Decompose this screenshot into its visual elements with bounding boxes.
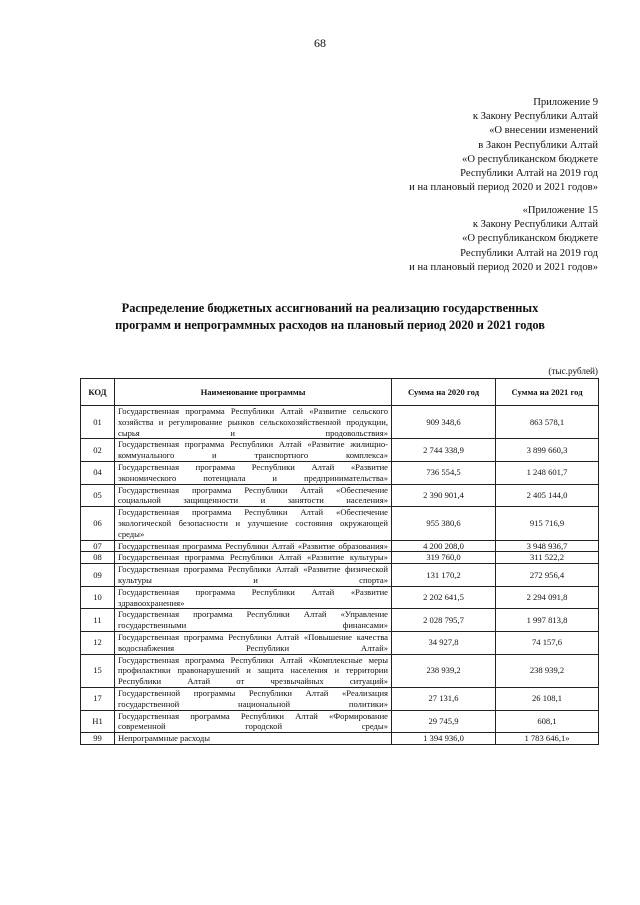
header-sum-2020: Сумма на 2020 год bbox=[392, 379, 496, 406]
row-code: 99 bbox=[81, 733, 115, 745]
row-sum-2021: 26 108,1 bbox=[496, 687, 599, 710]
title-line-1: Распределение бюджетных ассигнований на реализацию государственных bbox=[121, 301, 539, 315]
appendix-line: к Закону Республики Алтай bbox=[472, 111, 598, 123]
row-code: 05 bbox=[81, 484, 115, 507]
appendix-line: Приложение 9 bbox=[533, 97, 598, 108]
row-name: Государственная программа Республики Алтай «Формирование современной городской среды» bbox=[115, 710, 392, 733]
appendix-15-header bbox=[298, 204, 598, 275]
appendix-line: «Приложение 15 bbox=[522, 205, 598, 216]
row-name: Государственная программа Республики Алтай «Развитие жилищно-коммунального и транспортного комплекса» bbox=[115, 439, 392, 462]
row-sum-2020: 909 348,6 bbox=[392, 406, 496, 439]
row-name: Государственная программа Республики Алтай «Развитие экономического потенциала и предпринимательства» bbox=[115, 461, 392, 484]
row-sum-2020: 29 745,9 bbox=[392, 710, 496, 733]
row-sum-2020: 1 394 936,0 bbox=[392, 733, 496, 745]
row-name: Государственная программа Республики Алтай «Развитие физической культуры и спорта» bbox=[115, 564, 392, 587]
row-sum-2020: 2 028 795,7 bbox=[392, 609, 496, 632]
row-code: 07 bbox=[81, 540, 115, 552]
row-sum-2021: 608,1 bbox=[496, 710, 599, 733]
row-code: 12 bbox=[81, 631, 115, 654]
header-name: Наименование программы bbox=[115, 379, 392, 406]
table-row bbox=[81, 687, 599, 710]
appendix-9-header bbox=[298, 96, 598, 195]
budget-table bbox=[80, 378, 599, 745]
header-sum-2021: Сумма на 2021 год bbox=[496, 379, 599, 406]
row-name: Государственная программа Республики Алтай «Развитие сельского хозяйства и регулирование рынков сельскохозяйственной продукции, сырья и продовольствия» bbox=[115, 406, 392, 439]
row-sum-2020: 2 202 641,5 bbox=[392, 586, 496, 609]
row-sum-2021: 74 157,6 bbox=[496, 631, 599, 654]
row-sum-2021: 2 294 091,8 bbox=[496, 586, 599, 609]
row-sum-2020: 2 744 338,9 bbox=[392, 439, 496, 462]
row-sum-2021: 1 997 813,8 bbox=[496, 609, 599, 632]
row-sum-2020: 736 554,5 bbox=[392, 461, 496, 484]
table-row bbox=[81, 406, 599, 439]
table-header-row bbox=[81, 379, 599, 406]
row-name: Государственная программа Республики Алтай «Обеспечение экологической безопасности и улучшение состояния окружающей среды» bbox=[115, 507, 392, 540]
table-row bbox=[81, 609, 599, 632]
row-sum-2020: 34 927,8 bbox=[392, 631, 496, 654]
row-sum-2021: 3 948 936,7 bbox=[496, 540, 599, 552]
row-code: 06 bbox=[81, 507, 115, 540]
table-row bbox=[81, 586, 599, 609]
appendix-line: и на плановый период 2020 и 2021 годов» bbox=[409, 182, 598, 194]
row-code: 09 bbox=[81, 564, 115, 587]
row-sum-2020: 4 200 208,0 bbox=[392, 540, 496, 552]
appendix-line: Республики Алтай на 2019 год bbox=[460, 247, 598, 259]
table-row bbox=[81, 654, 599, 687]
row-code: Н1 bbox=[81, 710, 115, 733]
appendix-line: Республики Алтай на 2019 год bbox=[460, 168, 598, 180]
table-row bbox=[81, 461, 599, 484]
appendix-line: и на плановый период 2020 и 2021 годов» bbox=[409, 261, 598, 273]
row-name: Государственная программа Республики Алтай «Управление государственными финансами» bbox=[115, 609, 392, 632]
row-sum-2021: 2 405 144,0 bbox=[496, 484, 599, 507]
row-code: 15 bbox=[81, 654, 115, 687]
row-sum-2021: 3 899 660,3 bbox=[496, 439, 599, 462]
row-code: 10 bbox=[81, 586, 115, 609]
table-row bbox=[81, 631, 599, 654]
row-sum-2021: 272 956,4 bbox=[496, 564, 599, 587]
appendix-line: «О республиканском бюджете bbox=[462, 233, 598, 245]
appendix-line: к Закону Республики Алтай bbox=[472, 219, 598, 231]
row-code: 11 bbox=[81, 609, 115, 632]
table-row bbox=[81, 484, 599, 507]
row-sum-2020: 2 390 901,4 bbox=[392, 484, 496, 507]
row-sum-2021: 1 783 646,1» bbox=[496, 733, 599, 745]
table-row bbox=[81, 540, 599, 552]
row-sum-2020: 955 380,6 bbox=[392, 507, 496, 540]
row-sum-2021: 1 248 601,7 bbox=[496, 461, 599, 484]
row-code: 17 bbox=[81, 687, 115, 710]
row-name: Государственная программа Республики Алтай «Комплексные меры профилактики правонарушений и защита населения и территории Республики Алтай от чрезвычайных ситуаций» bbox=[115, 654, 392, 687]
appendix-line: в Закон Республики Алтай bbox=[478, 139, 598, 151]
appendix-line: «О республиканском бюджете bbox=[462, 153, 598, 165]
row-code: 04 bbox=[81, 461, 115, 484]
row-sum-2020: 319 760,0 bbox=[392, 552, 496, 564]
row-name: Государственной программы Республики Алтай «Реализация государственной национальной политики» bbox=[115, 687, 392, 710]
row-sum-2021: 311 522,2 bbox=[496, 552, 599, 564]
row-name: Государственная программа Республики Алтай «Развитие здравоохранения» bbox=[115, 586, 392, 609]
row-name: Непрограммные расходы bbox=[115, 733, 392, 745]
row-sum-2021: 915 716,9 bbox=[496, 507, 599, 540]
row-sum-2021: 863 578,1 bbox=[496, 406, 599, 439]
table-row bbox=[81, 552, 599, 564]
header-code: КОД bbox=[81, 379, 115, 406]
table-row bbox=[81, 733, 599, 745]
row-name: Государственная программа Республики Алтай «Развитие образования» bbox=[115, 540, 392, 552]
row-sum-2020: 27 131,6 bbox=[392, 687, 496, 710]
table-row bbox=[81, 710, 599, 733]
row-name: Государственная программа Республики Алтай «Повышение качества водоснабжения Республики Алтай» bbox=[115, 631, 392, 654]
table-row bbox=[81, 439, 599, 462]
row-code: 01 bbox=[81, 406, 115, 439]
appendix-line: «О внесении изменений bbox=[489, 125, 598, 137]
row-sum-2020: 131 170,2 bbox=[392, 564, 496, 587]
title-line-2: программ и непрограммных расходов на плановый период 2020 и 2021 годов bbox=[115, 318, 545, 332]
row-sum-2021: 238 939,2 bbox=[496, 654, 599, 687]
row-name: Государственная программа Республики Алтай «Обеспечение социальной защищенности и занятости населения» bbox=[115, 484, 392, 507]
row-code: 02 bbox=[81, 439, 115, 462]
row-name: Государственная программа Республики Алтай «Развитие культуры» bbox=[115, 552, 392, 564]
row-sum-2020: 238 939,2 bbox=[392, 654, 496, 687]
document-title bbox=[60, 300, 600, 334]
table-row bbox=[81, 564, 599, 587]
units-label: (тыс.рублей) bbox=[548, 366, 598, 376]
table-row bbox=[81, 507, 599, 540]
row-code: 08 bbox=[81, 552, 115, 564]
page-number: 68 bbox=[314, 36, 326, 50]
